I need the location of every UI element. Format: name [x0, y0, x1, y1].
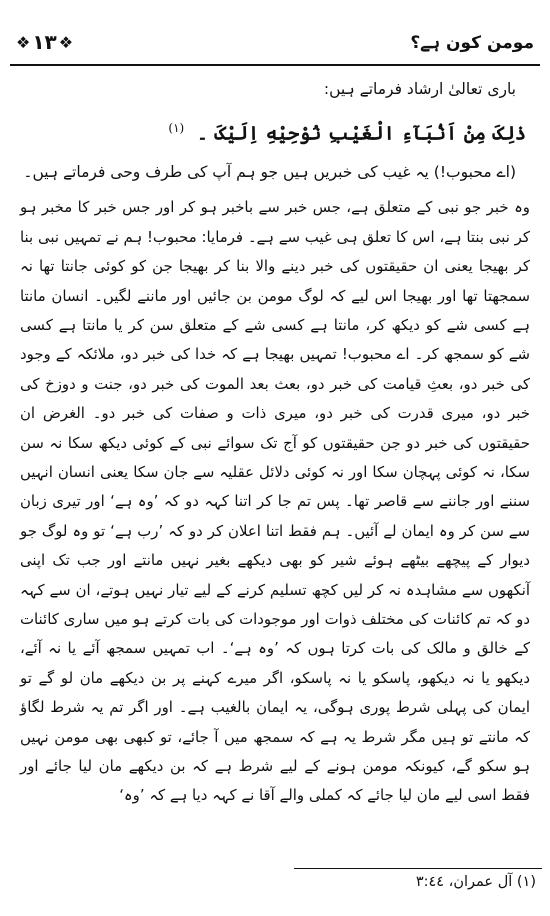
verse-footnote-ref: (١)	[168, 121, 185, 135]
header-rule	[10, 64, 540, 66]
footnote: (١) آل عمران، ٣:٤٤	[415, 874, 536, 890]
ornament-left-icon: ❖	[16, 32, 31, 52]
ornament-right-icon: ❖	[58, 32, 74, 52]
verse-translation: (اے محبوب!) یہ غیب کی خبریں ہیں جو ہم آپ کی طرف وحی فرماتے ہیں۔	[23, 163, 516, 182]
page-number-text: ١٣	[32, 30, 57, 54]
footnote-rule	[294, 868, 542, 869]
body-paragraph: وہ خبر جو نبی کے متعلق ہے، جس خبر سے باخبر ہو کر اور جس خبر کا مخبر ہو کر نبی بنتا ہے، اس کا تعلق ہی غیب سے ہے۔ فرمایا: محبوب! ہم نے تمہیں نبی بنا کر بھیجا یعنی ان حقیقتوں کی خبر دینے والا بنا کر بھیجا جن کو کوئی جانتا تھا نہ سمجھتا تھا اور بھیجا اس لیے کہ لوگ مومن بن جائیں اور ماننے لگیں۔ انسان مانتا ہے کسی شے کو دیکھ کر، مانتا ہے کسی شے کے متعلق سن کر یا مانتا ہے کسی شے کو سمجھ کر۔ اے محبوب! تمہیں بھیجا ہے کہ خدا کی خبر دو، ملائکہ کے وجود کی خبر دو، بعثِ قیامت کی خبر دو، بعث بعد الموت کی خبر دو، جنت و دوزخ کی خبر دو، میری قدرت کی خبر دو، میری ذات و صفات کی خبر دو۔ الغرض ان حقیقتوں کی خبر دو جن حقیقتوں کو آج تک سوائے نبی کے کوئی دیکھ سکا نہ سن سکا، نہ کوئی پہچان سکا اور نہ کوئی دلائل عقلیہ سے جان سکا یعنی انسان انہیں سننے اور جاننے سے قاصر تھا۔ پس تم جا کر اتنا کہہ دو کہ ’وہ ہے‘ اور تیری زبان سے سن کر وہ ایمان لے آئیں۔ ہم فقط اتنا اعلان کر دو کہ ’رب ہے‘ تو وہ لوگ جو دیوار کے پیچھے بیٹھے ہوئے شیر کو بھی دیکھے بغیر نہیں مانتے اور جب تک اپنی آنکھوں سے مشاہدہ نہ کر لیں کچھ تسلیم کرنے کے لیے تیار نہیں ہوتے، ان سے کہہ دو کہ تم کائنات کی مختلف ذوات اور موجودات کی بات کرتے ہو میں ساری کائنات کے خالق و مالک کی بات کرتا ہوں کہ ’وہ ہے‘۔ اب تمہیں سمجھ آئے یا نہ آئے، دیکھو یا نہ دیکھو، پاسکو یا نہ پاسکو، اگر میرے کہنے پر بن دیکھے مان لو گے تو ایمان کی پہلی شرط پوری ہوگی، یہ ایمان بالغیب ہے۔ اور اگر تم یہ شرط لگاؤ کہ مانتے تو ہیں مگر شرط یہ ہے کہ سمجھ میں آ جائے، تو کبھی بھی مومن نہیں ہو سکو گے، کیونکہ مومن ہونے کے لیے شرط ہے کہ بن دیکھے مان لیا جائے اور فقط اسی لیے مان لیا جائے کہ کملی والے آقا نے کہہ دیا ہے کہ ’وہ‘	[20, 198, 530, 805]
page-body	[20, 74, 530, 811]
quran-verse	[20, 108, 530, 153]
page-header	[8, 22, 542, 62]
running-title: مومن کون ہے؟	[410, 32, 534, 53]
intro-line: باری تعالیٰ ارشاد فرماتے ہیں:	[323, 80, 516, 98]
verse-text: ذٰلِکَ مِنْ اَنْۢبَآءِ الْغَیْبِ نُوْحِیْهِ اِلَیْکَ ۔	[196, 122, 526, 145]
page-number	[16, 30, 73, 54]
